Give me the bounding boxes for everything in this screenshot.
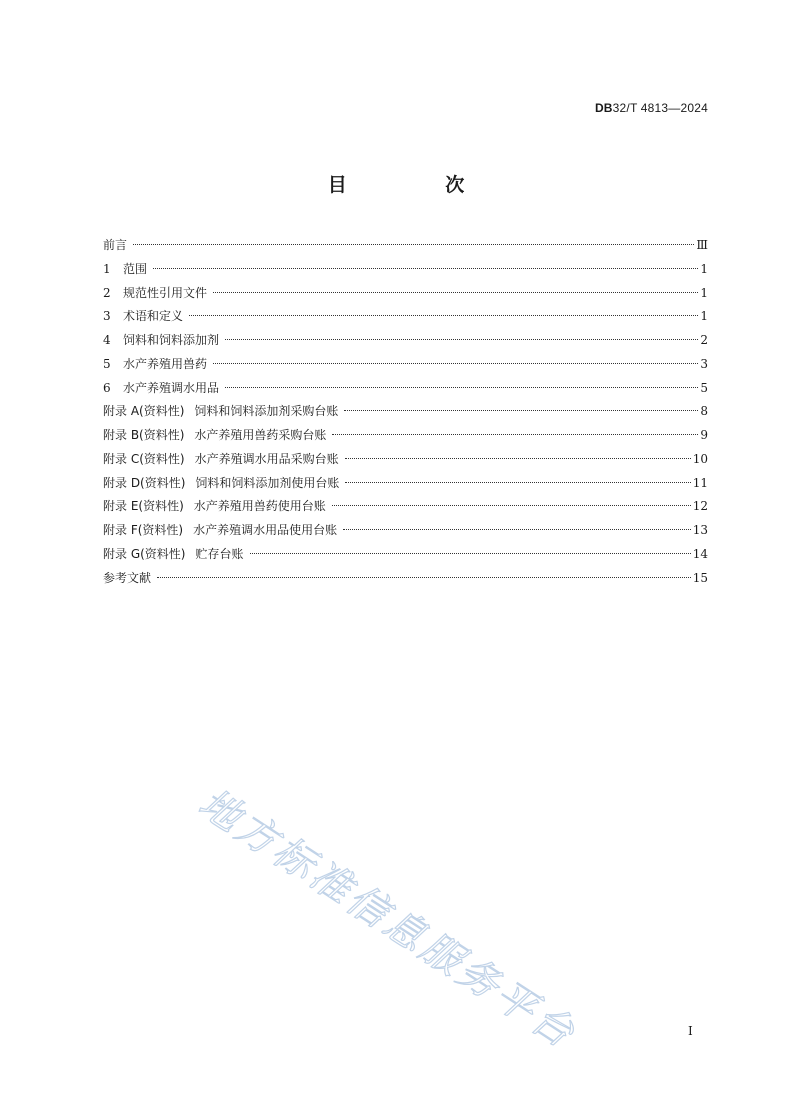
toc-page-number: 2 (700, 333, 708, 347)
toc-section-number: 4 (103, 333, 111, 347)
toc-section-number: 5 (103, 356, 111, 371)
toc-entry-text: 水产养殖用兽药使用台账 (193, 499, 326, 514)
dot-leader (345, 482, 690, 483)
toc-entry-label (103, 305, 183, 329)
appendix-prefix: 附录 D(资料性) (103, 475, 186, 490)
dot-leader (343, 529, 691, 530)
dot-leader (189, 315, 698, 316)
toc-page-number: 15 (692, 570, 708, 585)
toc-entry-appendix-c[interactable] (103, 448, 708, 472)
toc-entry-foreword[interactable] (103, 234, 708, 258)
page-title: 目 次 (327, 174, 511, 196)
appendix-prefix: 附录 A(资料性) (103, 404, 185, 419)
toc-entry-label (103, 377, 219, 401)
dot-leader (250, 553, 691, 554)
toc-section-number: 1 (103, 261, 111, 276)
toc-entry-label (103, 282, 207, 306)
toc-entry-label (103, 258, 147, 282)
toc-entry-label (103, 472, 339, 496)
toc-page-number: 3 (700, 356, 708, 371)
dot-leader (213, 292, 698, 293)
dot-leader (332, 434, 698, 435)
toc-entry-label: 参考文献 (103, 570, 152, 585)
toc-entry-text: 水产养殖用兽药 (123, 356, 208, 371)
table-of-contents (103, 234, 708, 590)
standard-prefix: DB (594, 101, 613, 115)
toc-entry-text: 水产养殖调水用品 (123, 380, 220, 395)
toc-entry-label (103, 519, 337, 543)
toc-page-number: 5 (700, 380, 708, 395)
toc-entry-label: 前言 (103, 238, 128, 252)
toc-entry-water-conditioners[interactable] (103, 377, 708, 401)
toc-entry-label (103, 448, 339, 472)
toc-entry-text: 水产养殖调水用品使用台账 (193, 523, 338, 537)
toc-entry-label (103, 543, 244, 567)
dot-leader (344, 410, 698, 411)
dot-leader (345, 458, 691, 459)
page-number: I (688, 1024, 693, 1038)
toc-entry-bibliography[interactable] (103, 567, 708, 591)
toc-entry-text: 水产养殖用兽药采购台账 (194, 428, 327, 442)
toc-section-number: 3 (103, 309, 111, 324)
toc-entry-label (103, 424, 326, 448)
toc-section-number: 6 (103, 380, 111, 395)
toc-entry-veterinary-drugs[interactable] (103, 353, 708, 377)
toc-entry-normative-references[interactable] (103, 282, 708, 306)
toc-entry-text: 术语和定义 (123, 309, 184, 324)
appendix-prefix: 附录 F(资料性) (103, 523, 184, 537)
appendix-prefix: 附录 E(资料性) (103, 499, 184, 514)
watermark: 地方标准信息服务平台 (190, 780, 585, 1059)
dot-leader (225, 387, 698, 388)
toc-page-number: 1 (700, 261, 708, 276)
toc-page-number: 1 (700, 285, 708, 300)
toc-entry-label (103, 329, 219, 353)
dot-leader (213, 363, 698, 364)
toc-entry-appendix-a[interactable] (103, 400, 708, 424)
dot-leader (157, 577, 691, 578)
toc-entry-appendix-d[interactable] (103, 472, 708, 496)
toc-entry-label (103, 400, 338, 424)
toc-page-number: Ⅲ (696, 238, 708, 252)
toc-entry-appendix-g[interactable] (103, 543, 708, 567)
standard-number (595, 101, 708, 115)
toc-entry-text: 规范性引用文件 (123, 285, 208, 300)
toc-entry-scope[interactable] (103, 258, 708, 282)
appendix-prefix: 附录 B(资料性) (103, 428, 185, 442)
toc-entry-label (103, 495, 326, 519)
toc-entry-appendix-f[interactable] (103, 519, 708, 543)
toc-page-number: 10 (692, 451, 708, 466)
toc-entry-text: 贮存台账 (195, 546, 244, 561)
appendix-prefix: 附录 C(资料性) (103, 451, 185, 466)
toc-entry-text: 饲料和饲料添加剂使用台账 (195, 475, 340, 490)
toc-entry-text: 范围 (123, 261, 148, 276)
toc-entry-appendix-e[interactable] (103, 495, 708, 519)
dot-leader (332, 505, 691, 506)
standard-code: 32/T 4813—2024 (612, 101, 708, 115)
appendix-prefix: 附录 G(资料性) (103, 546, 186, 561)
toc-entry-feed-additives[interactable] (103, 329, 708, 353)
toc-page-number: 8 (700, 404, 708, 419)
toc-page-number: 11 (692, 475, 708, 490)
dot-leader (133, 244, 694, 245)
toc-page-number: 13 (692, 523, 708, 537)
toc-page-number: 9 (700, 428, 708, 442)
toc-page-number: 1 (700, 309, 708, 324)
toc-entry-text: 饲料和饲料添加剂 (123, 333, 220, 347)
toc-entry-label (103, 353, 207, 377)
toc-entry-appendix-b[interactable] (103, 424, 708, 448)
toc-entry-terms-definitions[interactable] (103, 305, 708, 329)
dot-leader (153, 268, 698, 269)
toc-entry-text: 饲料和饲料添加剂采购台账 (194, 404, 339, 419)
dot-leader (225, 339, 698, 340)
toc-page-number: 14 (692, 546, 708, 561)
toc-entry-text: 水产养殖调水用品采购台账 (194, 451, 339, 466)
toc-section-number: 2 (103, 285, 111, 300)
toc-page-number: 12 (692, 499, 708, 514)
